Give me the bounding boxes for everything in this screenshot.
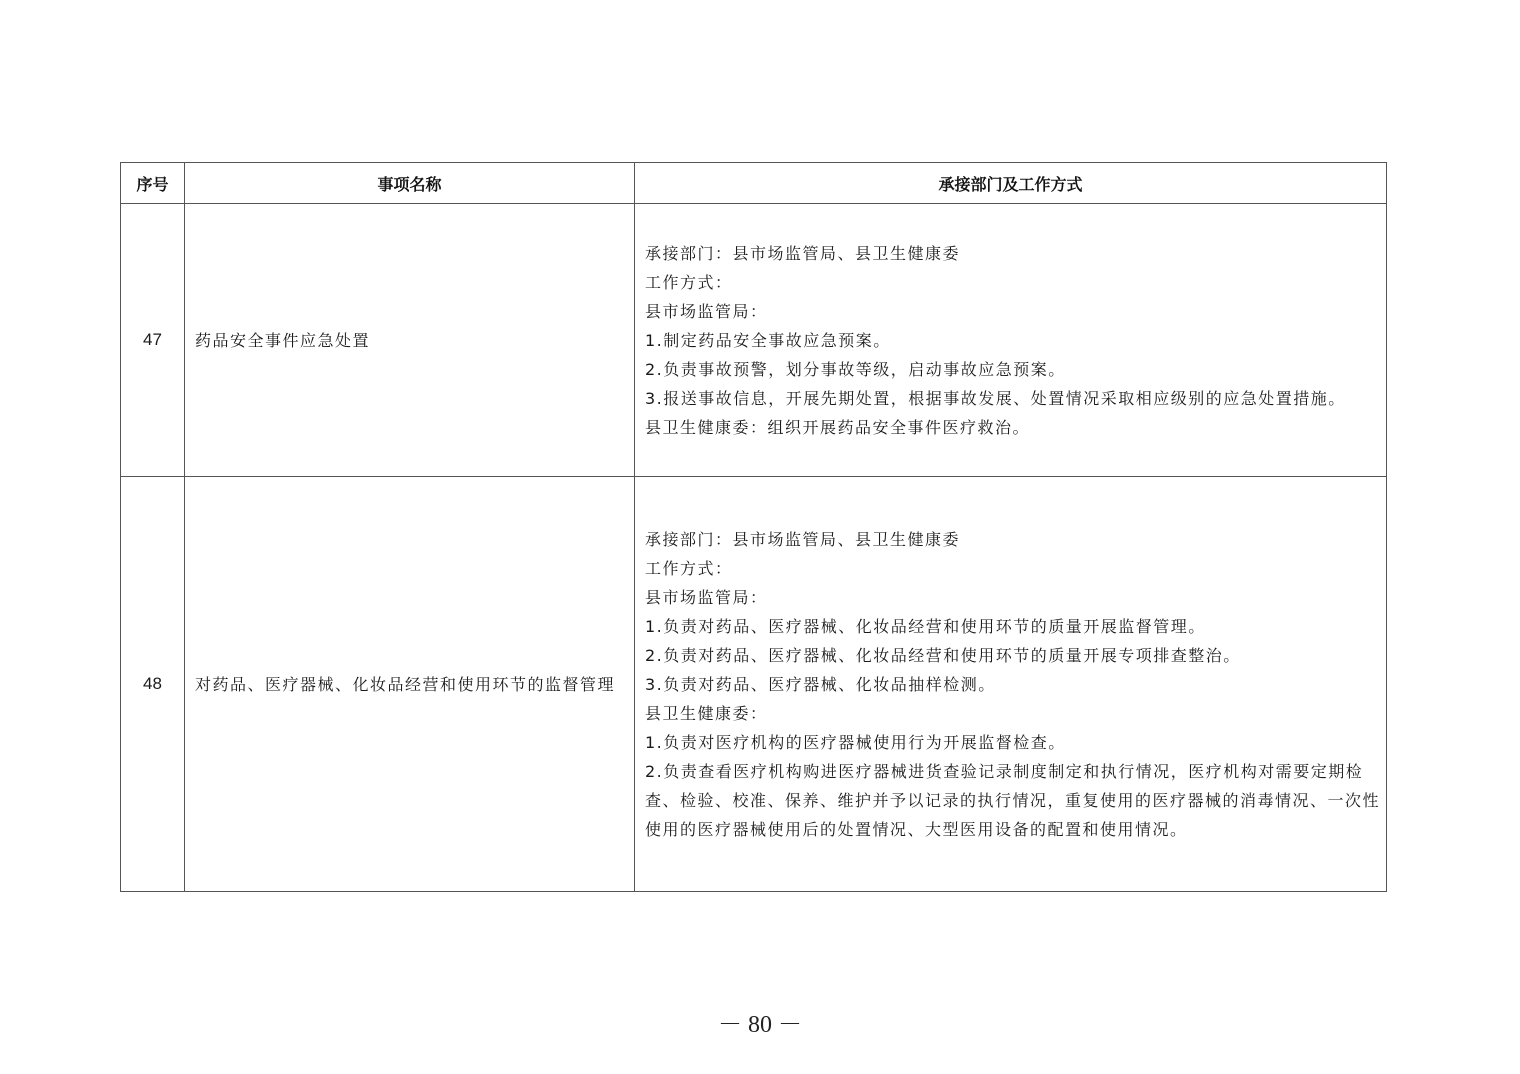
text-line: 2.负责对药品、医疗器械、化妆品经营和使用环节的质量开展专项排查整治。 xyxy=(645,645,1241,665)
text-line: 3.报送事故信息，开展先期处置，根据事故发展、处置情况采取相应级别的应急处置措施。 xyxy=(645,388,1346,408)
row-department-method xyxy=(635,477,1387,892)
text-line: 工作方式： xyxy=(645,558,733,578)
row-serial-number: 48 xyxy=(121,477,185,892)
matters-table xyxy=(120,162,1387,892)
row-matter-name: 对药品、医疗器械、化妆品经营和使用环节的监督管理 xyxy=(185,477,635,892)
header-department-and-method: 承接部门及工作方式 xyxy=(635,163,1387,204)
row-matter-name: 药品安全事件应急处置 xyxy=(185,204,635,477)
text-line: 工作方式： xyxy=(645,272,733,292)
text-line: 2.负责事故预警，划分事故等级，启动事故应急预案。 xyxy=(645,359,1066,379)
table-row xyxy=(121,477,1387,892)
table-row xyxy=(121,204,1387,477)
table-header-row xyxy=(121,163,1387,204)
text-line: 1.负责对药品、医疗器械、化妆品经营和使用环节的质量开展监督管理。 xyxy=(645,616,1206,636)
text-line: 县市场监管局： xyxy=(645,587,768,607)
text-line: 承接部门：县市场监管局、县卫生健康委 xyxy=(645,243,961,263)
text-line: 2.负责查看医疗机构购进医疗器械进货查验记录制度制定和执行情况，医疗机构对需要定期检查、检验、校准、保养、维护并予以记录的执行情况，重复使用的医疗器械的消毒情况、一次性使用的医疗器械使用后的处置情况、大型医用设备的配置和使用情况。 xyxy=(645,761,1381,839)
text-line: 县卫生健康委： xyxy=(645,703,768,723)
text-line: 承接部门：县市场监管局、县卫生健康委 xyxy=(645,529,961,549)
text-line: 县卫生健康委：组织开展药品安全事件医疗救治。 xyxy=(645,417,1031,437)
text-line: 3.负责对药品、医疗器械、化妆品抽样检测。 xyxy=(645,674,996,694)
header-serial-number: 序号 xyxy=(121,163,185,204)
header-matter-name: 事项名称 xyxy=(185,163,635,204)
text-line: 县市场监管局： xyxy=(645,301,768,321)
page-number: － 80 － xyxy=(718,1012,802,1038)
text-line: 1.负责对医疗机构的医疗器械使用行为开展监督检查。 xyxy=(645,732,1066,752)
text-line: 1.制定药品安全事故应急预案。 xyxy=(645,330,891,350)
row-department-method xyxy=(635,204,1387,477)
row-serial-number: 47 xyxy=(121,204,185,477)
